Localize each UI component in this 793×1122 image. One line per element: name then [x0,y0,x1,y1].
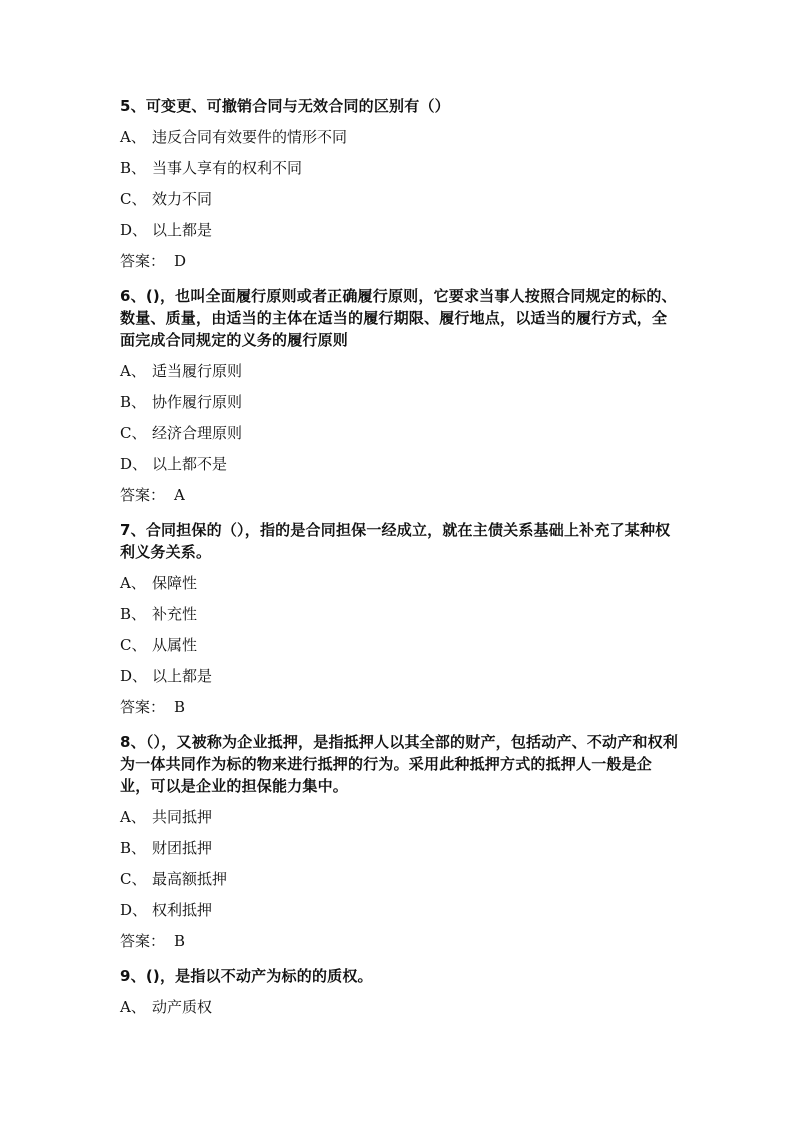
option-key: C、 [120,870,147,888]
answer-value: D [174,252,187,270]
answer-value: B [174,932,186,950]
question-6-option-c [120,422,680,444]
question-7-option-a [120,572,680,594]
option-text: 经济合理原则 [152,424,243,442]
question-8-option-b [120,837,680,859]
option-text: 权利抵押 [152,901,213,919]
option-text: 最高额抵押 [152,870,228,888]
question-9-text: 9、()，是指以不动产为标的的质权。 [120,967,373,985]
answer-label: 答案： [120,932,166,950]
option-text: 以上都是 [152,667,213,685]
question-9-option-a [120,996,680,1018]
option-text: 效力不同 [152,190,213,208]
option-key: A、 [120,808,146,826]
answer-label: 答案： [120,252,166,270]
question-5-option-b [120,157,680,179]
option-text: 从属性 [152,636,198,654]
option-key: B、 [120,839,147,857]
option-key: A、 [120,998,146,1016]
question-5-answer [120,250,680,272]
option-text: 以上都不是 [152,455,228,473]
question-7-text: 7、合同担保的（），指的是合同担保一经成立，就在主债关系基础上补充了某种权利义务关系。 [120,521,671,561]
option-key: A、 [120,574,146,592]
option-key: C、 [120,190,147,208]
question-6-option-d [120,453,680,475]
option-text: 以上都是 [152,221,213,239]
option-key: D、 [120,667,148,685]
option-text: 动产质权 [152,998,213,1016]
option-key: B、 [120,605,147,623]
option-text: 协作履行原则 [152,393,243,411]
exam-page [120,95,680,1027]
option-key: D、 [120,455,148,473]
question-6-option-a [120,360,680,382]
option-text: 违反合同有效要件的情形不同 [152,128,348,146]
answer-label: 答案： [120,486,166,504]
option-key: B、 [120,393,147,411]
option-key: D、 [120,901,148,919]
option-key: C、 [120,424,147,442]
option-key: A、 [120,362,146,380]
option-key: A、 [120,128,146,146]
question-7-answer [120,696,680,718]
question-8-text: 8、（），又被称为企业抵押，是指抵押人以其全部的财产，包括动产、不动产和权利为一体共同作为标的物来进行抵押的行为。采用此种抵押方式的抵押人一般是企业，可以是企业的担保能力集中。 [120,733,679,795]
question-8-answer [120,930,680,952]
answer-label: 答案： [120,698,166,716]
question-6-text: 6、()，也叫全面履行原则或者正确履行原则，它要求当事人按照合同规定的标的、数量、质量，由适当的主体在适当的履行期限、履行地点，以适当的履行方式，全面完成合同规定的义务的履行原则 [120,287,677,349]
option-text: 财团抵押 [152,839,213,857]
option-text: 适当履行原则 [152,362,243,380]
answer-value: A [174,486,185,504]
option-text: 保障性 [152,574,198,592]
question-8-option-a [120,806,680,828]
answer-value: B [174,698,186,716]
question-8-option-d [120,899,680,921]
option-key: B、 [120,159,147,177]
question-7-option-b [120,603,680,625]
option-key: C、 [120,636,147,654]
option-text: 当事人享有的权利不同 [152,159,303,177]
question-5-option-a [120,126,680,148]
question-5-option-d [120,219,680,241]
question-6-option-b [120,391,680,413]
question-6-answer [120,484,680,506]
option-key: D、 [120,221,148,239]
option-text: 共同抵押 [152,808,213,826]
question-7-option-d [120,665,680,687]
question-5-text: 5、可变更、可撤销合同与无效合同的区别有（） [120,97,450,115]
question-5-option-c [120,188,680,210]
question-8-option-c [120,868,680,890]
option-text: 补充性 [152,605,198,623]
question-7-option-c [120,634,680,656]
